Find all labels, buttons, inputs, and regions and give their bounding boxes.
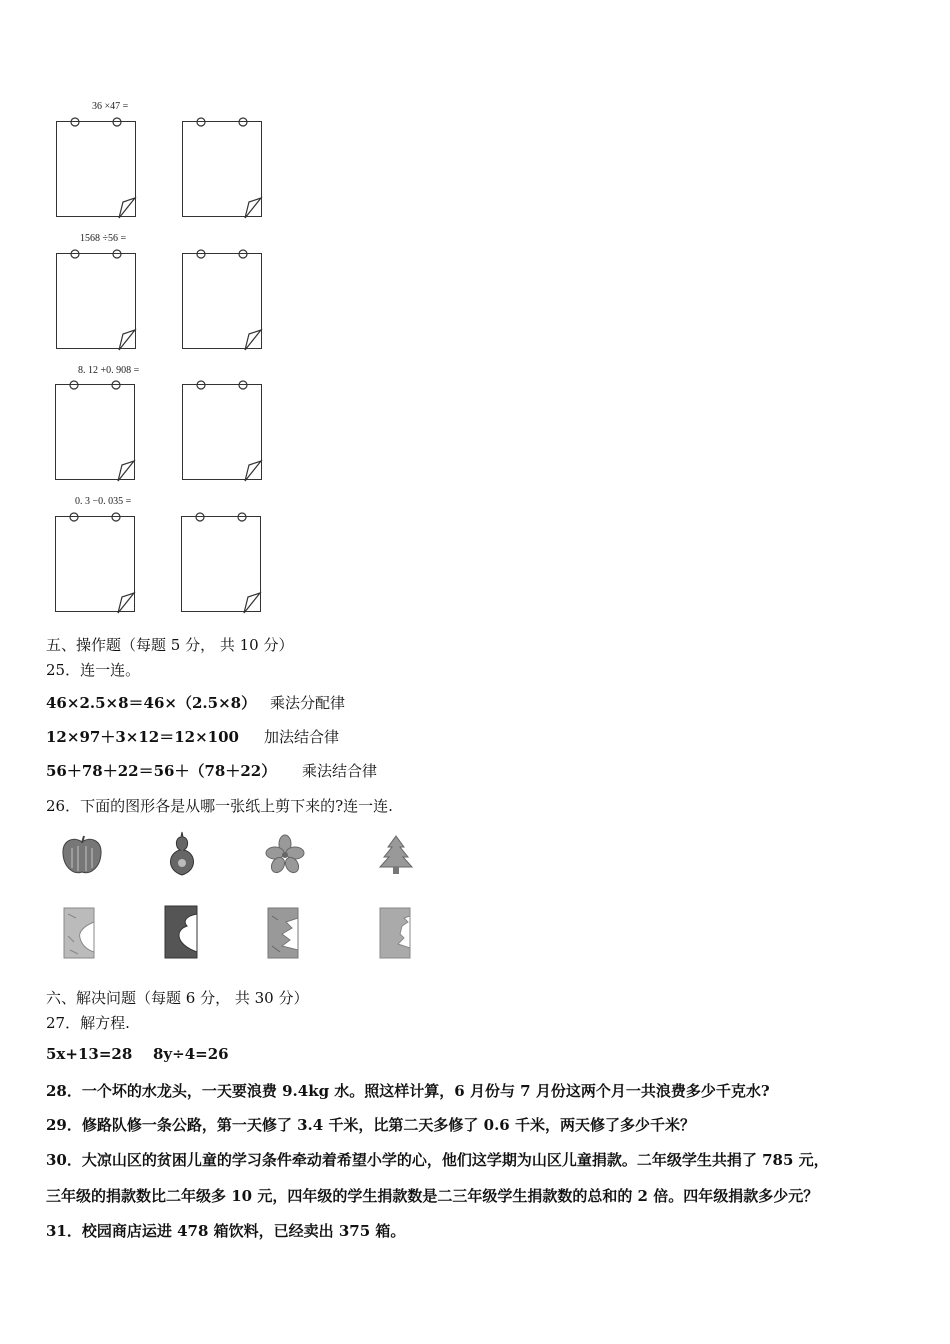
q27-equation-2: 8y÷4=26 [153, 1045, 229, 1063]
q25-expression-2: 12×97＋3×12＝12×100 [46, 728, 239, 746]
q30-text-line-2: 三年级的捐款数比二年级多 10 元，四年级的学生捐款数是二三年级学生捐款数的总和的 2 倍。四年级捐款多少元？ [46, 1187, 819, 1205]
calc-expression: 0. 3 −0. 035 = [75, 496, 132, 507]
q25-law-3: 乘法结合律 [302, 762, 378, 780]
paper-cut-4-icon [378, 906, 412, 960]
notepad-icon [57, 122, 137, 218]
gourd-icon [164, 830, 200, 878]
q25-law-2: 加法结合律 [264, 728, 340, 746]
calc-expression: 1568 ÷56 = [80, 233, 127, 244]
section5-heading: 五、操作题（每题 5 分， 共 10 分） [46, 636, 294, 654]
q27-title: 27．解方程. [46, 1014, 130, 1032]
q27-equation-1: 5x+13=28 [46, 1045, 133, 1063]
tree-icon [378, 834, 414, 876]
paper-cut-3-icon [266, 906, 300, 960]
notepad-icon [183, 122, 263, 218]
notepad-icon [183, 254, 263, 350]
estimate-notepad [56, 121, 136, 217]
notepad-icon [57, 254, 137, 350]
q25-title: 25．连一连。 [46, 661, 141, 679]
paper-cut-1-icon [62, 906, 96, 960]
notepad-icon [56, 517, 136, 613]
q30-text-line-1: 30．大凉山区的贫困儿童的学习条件牵动着希望小学的心，他们这学期为山区儿童捐款。二年级学生共捐了 785 元， [46, 1151, 829, 1169]
estimate-notepad [56, 253, 136, 349]
q25-expression-3: 56＋78＋22＝56＋（78＋22） [46, 762, 277, 780]
calc-expression: 36 ×47 = [92, 101, 129, 112]
notepad-icon [182, 517, 262, 613]
q31-text: 31．校园商店运进 478 箱饮料，已经卖出 375 箱。 [46, 1222, 406, 1240]
q25-law-1: 乘法分配律 [270, 694, 346, 712]
paper-cut-2-icon [163, 904, 199, 960]
apple-icon [60, 834, 104, 876]
q29-text: 29．修路队修一条公路，第一天修了 3.4 千米，比第二天多修了 0.6 千米，两天修了多少千米？ [46, 1116, 695, 1134]
calculate-notepad [182, 384, 262, 480]
notepad-icon [183, 385, 263, 481]
estimate-notepad [55, 384, 135, 480]
calculate-notepad [181, 516, 261, 612]
calculate-notepad [182, 253, 262, 349]
q25-expression-1: 46×2.5×8＝46×（2.5×8） [46, 694, 257, 712]
notepad-icon [56, 385, 136, 481]
flower-icon [264, 834, 306, 874]
q26-title: 26．下面的图形各是从哪一张纸上剪下来的?连一连. [46, 797, 393, 815]
calculate-notepad [182, 121, 262, 217]
estimate-notepad [55, 516, 135, 612]
calc-expression: 8. 12 +0. 908 = [78, 365, 140, 376]
section6-heading: 六、解决问题（每题 6 分， 共 30 分） [46, 989, 309, 1007]
q28-text: 28．一个坏的水龙头，一天要浪费 9.4kg 水。照这样计算，6 月份与 7 月份这两个月一共浪费多少千克水? [46, 1082, 770, 1100]
